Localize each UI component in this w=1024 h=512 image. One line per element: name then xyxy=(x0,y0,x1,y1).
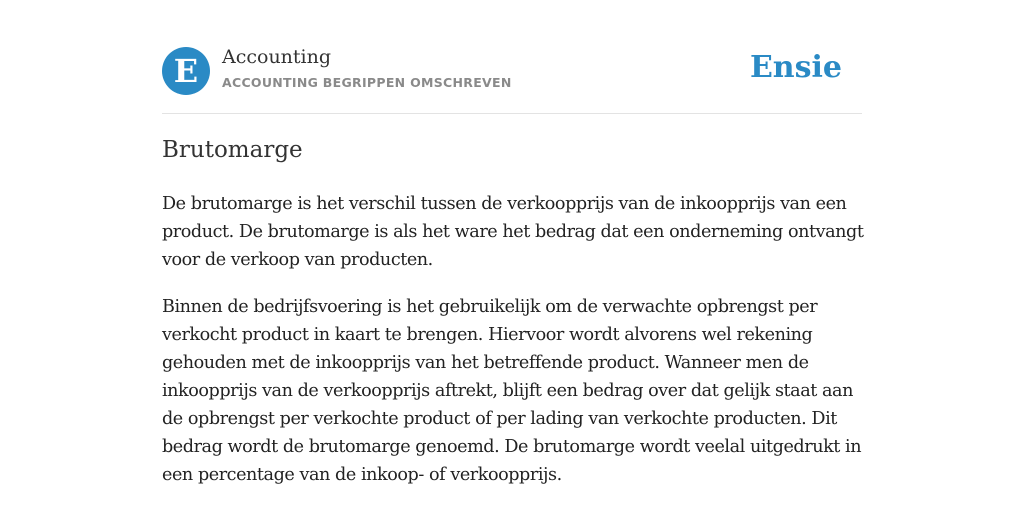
article-paragraph: Binnen de bedrijfsvoering is het gebruikelijk om de verwachte opbrengst per verkocht product in kaart te brengen. Hiervoor wordt alvorens wel rekening gehouden met de inkoopprijs van het betreffende product. Wanneer men de inkoopprijs van de verkoopprijs aftrekt, blijft een bedrag over dat gelijk staat aan de opbrengst per verkochte product of per lading van verkochte producten. Dit bedrag wordt de brutomarge genoemd. De brutomarge wordt veelal uitgedrukt in een percentage van de inkoop- of verkoopprijs. xyxy=(162,297,862,485)
ensie-logo-icon[interactable]: E xyxy=(162,47,210,95)
site-subtitle: ACCOUNTING BEGRIPPEN OMSCHREVEN xyxy=(222,75,512,90)
site-header xyxy=(162,0,862,114)
site-title-link[interactable]: Accounting xyxy=(222,46,332,68)
article-title: Brutomarge xyxy=(162,137,303,163)
brand-logo-link[interactable]: Ensie xyxy=(749,50,842,85)
page-container xyxy=(162,0,864,485)
article-paragraph: De brutomarge is het verschil tussen de verkoopprijs van de inkoopprijs van een product. De brutomarge is als het ware het bedrag dat een onderneming ontvangt voor de verkoop van producten. xyxy=(162,194,864,270)
